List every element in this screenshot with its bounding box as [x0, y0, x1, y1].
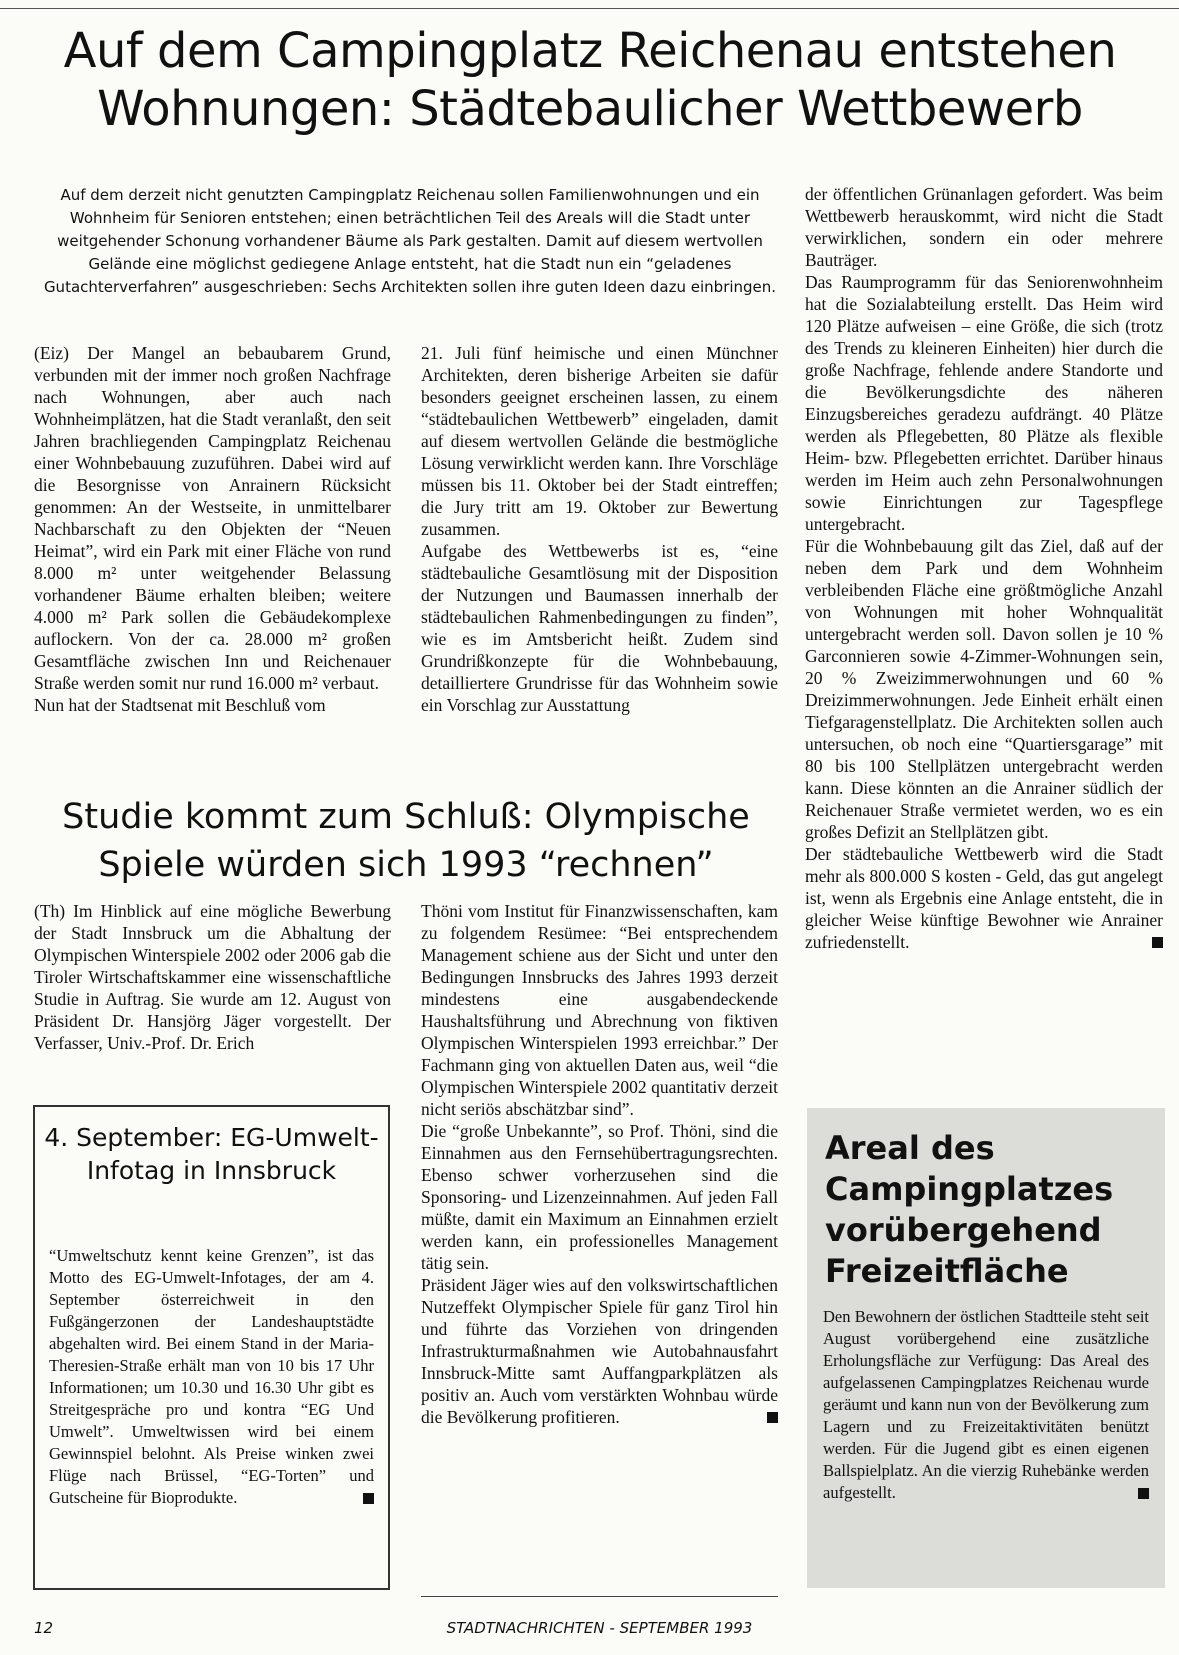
- main-headline: Auf dem Campingplatz Reichenau entstehen Wohnungen: Städtebaulicher Wettbewerb: [63, 23, 1117, 137]
- infotag-text: “Umweltschutz kennt keine Grenzen”, ist das Motto des EG-Umwelt-Infotages, der am 4. September österreichweit in den Fußgängerzonen der Landeshauptstädte abgehalten wird. Bei einem Stand in der Maria-Theresien-Straße erhält man von 10 bis 17 Uhr Informationen; um 10.30 und 16.30 Uhr gibt es Streitgespräche pro und kontra “EG Und Umwelt”. Umweltwissen wird bei einem Gewinnspiel belohnt. Als Preise winken zwei Flüge nach Brüssel, “EG-Torten” und Gutscheine für Bioprodukte.: [49, 1246, 374, 1507]
- article2-column-2: [421, 900, 778, 1428]
- paragraph: Aufgabe des Wettbewerbs ist es, “eine städtebauliche Gesamtlösung mit der Disposition der Nutzungen und Baumassen innerhalb der städtebaulichen Rahmenbedingungen zu finden”, wie es im Amtsbericht heißt. Zudem sind Grundrißkonzepte für die Wohnbebauung, detailliertere Grundrisse für das Wohnheim sowie ein Vorschlag zur Ausstattung: [421, 541, 778, 715]
- page-number: 12: [34, 1619, 54, 1637]
- article2-headline: Studie kommt zum Schluß: Olympische Spiele würden sich 1993 “rechnen”: [62, 797, 750, 885]
- top-rule: [0, 8, 1179, 9]
- article1-column-2: [421, 342, 778, 716]
- paragraph: der öffentlichen Grünanlagen gefordert. Was beim Wettbewerb herauskommt, wird nicht die Stadt verwirklichen, sondern ein oder mehrere Bauträger.: [805, 184, 1163, 270]
- areal-title: Areal des Campingplatzes vorübergehend Freizeitfläche: [825, 1129, 1114, 1290]
- paragraph: [421, 1274, 778, 1428]
- end-mark-icon: [767, 1412, 778, 1423]
- paragraph-text: Präsident Jäger wies auf den volkswirtschaftlichen Nutzeffekt Olympischer Spiele für ganz Tirol hin und führte das Vorziehen von dringenden Infrastrukturmaßnahmen wie Autobahnausfahrt Innsbruck-Mitte samt Auffangparkplätzen als positiv an. Auch vom verstärkten Wohnbau würde die Bevölkerung profitieren.: [421, 1275, 778, 1427]
- end-mark-icon: [1152, 937, 1163, 948]
- areal-text: Den Bewohnern der östlichen Stadtteile steht seit August vorübergehend eine zusätzliche Erholungsfläche zur Verfügung: Das Areal des aufgelassenen Campingplatzes Reichenau wurde geräumt und kann nun von der Bevölkerung zum Lagern und zu Freizeitaktivitäten benützt werden. Für die Jugend gibt es einen eigenen Ballspielplatz. An die vierzig Ruhebänke werden aufgestellt.: [823, 1307, 1149, 1502]
- article2-column-1: [34, 900, 391, 1054]
- paragraph: (Eiz) Der Mangel an bebaubarem Grund, verbunden mit der immer noch großen Nachfrage nach Wohnungen, aber auch nach Wohnheimplätzen, hat die Stadt veranlaßt, den seit Jahren brachliegenden Campingplatz Reichenau einer Wohnbebauung zuzuführen. Dabei wird auf die Besorgnisse von Anrainern Rücksicht genommen: An der Westseite, in unmittelbarer Nachbarschaft zu den Objekten der “Neuen Heimat”, wird ein Park mit einer Fläche von rund 8.000 m² unter weitgehender Belassung vorhandener Bäume erhalten bleiben; weitere 4.000 m² Park sollen die Gebäudekomplexe auflockern. Von der ca. 28.000 m² großen Gesamtfläche zwischen Inn und Reichenauer Straße werden somit nur rund 16.000 m² verbaut.: [34, 343, 391, 693]
- infotag-box: [33, 1105, 390, 1590]
- article1-column-3: [805, 183, 1163, 953]
- paragraph: Nun hat der Stadtsenat mit Beschluß vom: [34, 695, 326, 715]
- article1-column-1: [34, 342, 391, 716]
- paragraph: (Th) Im Hinblick auf eine mögliche Bewerbung der Stadt Innsbruck um die Abhaltung der Olympischen Winterspiele 2002 oder 2006 gab die Tiroler Wirtschaftskammer eine wissenschaftliche Studie in Auftrag. Sie wurde am 12. August von Präsident Dr. Hansjörg Jäger vorgestellt. Der Verfasser, Univ.-Prof. Dr. Erich: [34, 901, 391, 1053]
- infotag-title: 4. September: EG-Umwelt-Infotag in Innsbruck: [44, 1123, 379, 1185]
- publication-footer: STADTNACHRICHTEN - SEPTEMBER 1993: [446, 1619, 753, 1637]
- infotag-body: [49, 1245, 374, 1509]
- areal-body: [823, 1306, 1149, 1504]
- paragraph: Für die Wohnbebauung gilt das Ziel, daß auf der neben dem Park und dem Wohnheim verbleibenden Fläche eine größtmögliche Anzahl von Wohnungen mit hoher Wohnqualität untergebracht werden soll. Davon sollen je 10 % Garconnieren sowie 4-Zimmer-Wohnungen sein, 20 % Zweizimmerwohnungen und 60 % Dreizimmerwohnungen. Jede Einheit erhält einen Tiefgaragenstellplatz. Die Architekten sollen auch untersuchen, ob noch eine “Quartiersgarage” mit 80 bis 100 Stellplätzen untergebracht werden kann. Diese könnten an die Anrainer südlich der Reichenauer Straße vermietet werden, wo es ein großes Defizit an Stellplätzen gibt.: [805, 536, 1163, 842]
- paragraph: Thöni vom Institut für Finanzwissenschaften, kam zu folgendem Resümee: “Bei entsprechendem Management schiene aus der Sicht und unter den Bedingungen Innsbrucks des Jahres 1993 derzeit mindestens eine ausgabendeckende Haushaltsführung und Abrechnung von fiktiven Olympischen Winterspielen 1993 erreichbar.” Der Fachmann ging von aktuellen Daten aus, weil “die Olympischen Winterspiele 2002 quantitativ derzeit nicht seriös abschätzbar sind”.: [421, 901, 778, 1119]
- paragraph: [805, 843, 1163, 953]
- lead-paragraph: Auf dem derzeit nicht genutzten Campingplatz Reichenau sollen Familienwohnungen und ein Wohnheim für Senioren entstehen; einen beträchtlichen Teil des Areals will die Stadt unter weitgehender Schonung vorhandener Bäume als Park gestalten. Damit auf diesem wertvollen Gelände eine möglichst gediegene Anlage entsteht, hat die Stadt nun ein “geladenes Gutachterverfahren” ausgeschrieben: Sechs Architekten sollen ihre guten Ideen dazu einbringen.: [43, 186, 777, 296]
- paragraph: 21. Juli fünf heimische und einen Münchner Architekten, deren bisherige Arbeiten sie dafür besonders geeignet erscheinen lassen, zu einem “städtebaulichen Wettbewerb” eingeladen, damit auf diesem wertvollen Gelände die bestmögliche Lösung verwirklicht werden kann. Ihre Vorschläge müssen bis 11. Oktober bei der Stadt eintreffen; die Jury tritt am 19. Oktober zur Bewertung zusammen.: [421, 343, 778, 539]
- paragraph: Die “große Unbekannte”, so Prof. Thöni, sind die Einnahmen aus den Fernsehübertragungsrechten. Ebenso schwer vorherzusehen sind die Sponsoring- und Lizenzeinnahmen. Auf jeden Fall müßte, damit ein Maximum an Einnahmen erzielt werden kann, ein professionelles Management tätig sein.: [421, 1121, 778, 1273]
- column-rule: [421, 1596, 778, 1597]
- areal-box: [807, 1108, 1165, 1588]
- end-mark-icon: [1138, 1488, 1149, 1499]
- end-mark-icon: [363, 1493, 374, 1504]
- paragraph: Das Raumprogramm für das Seniorenwohnheim hat die Sozialabteilung erstellt. Das Heim wird 120 Plätze aufweisen – eine Größe, die sich (trotz des Trends zu kleineren Einheiten) hier durch die große Nachfrage, fehlende andere Standorte und die Bevölkerungsdichte des näheren Einzugsbereiches geradezu aufdrängt. 40 Plätze werden als Pflegebetten, 80 Plätze als flexible Heim- bzw. Pflegebetten errichtet. Darüber hinaus werden im Heim auch zehn Personalwohnungen sowie Einrichtungen zur Tagespflege untergebracht.: [805, 272, 1163, 534]
- paragraph-text: Der städtebauliche Wettbewerb wird die Stadt mehr als 800.000 S kosten - Geld, das gut angelegt ist, wenn als Ergebnis eine Anlage entsteht, die in gleicher Weise künftige Bewohner wie Anrainer zufriedenstellt.: [805, 844, 1163, 952]
